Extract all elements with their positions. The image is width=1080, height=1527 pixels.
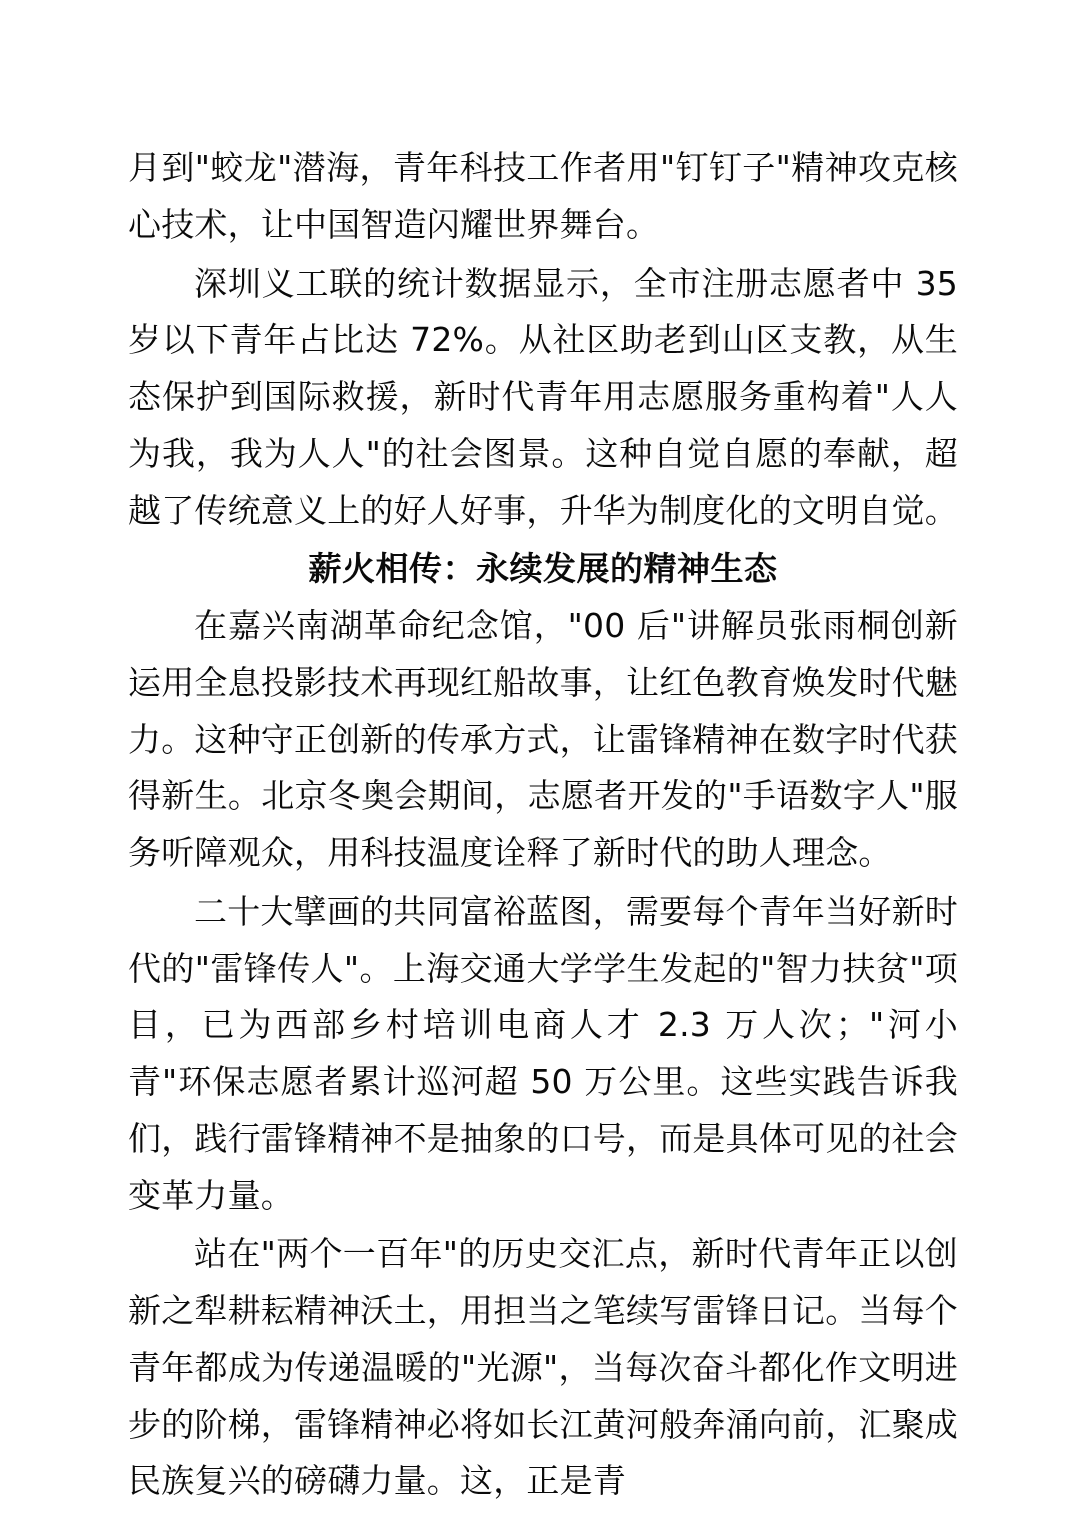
paragraph: 站在"两个一百年"的历史交汇点，新时代青年正以创新之犁耕耘精神沃土，用担当之笔续写雷锋日记。当每个青年都成为传递温暖的"光源"，当每次奋斗都化作文明进步的阶梯，雷锋精神必将如长江黄河般奔涌向前，汇聚成民族复兴的磅礴力量。这，正是青 [128, 1234, 958, 1501]
paragraph: 在嘉兴南湖革命纪念馆，"00 后"讲解员张雨桐创新运用全息投影技术再现红船故事，让红色教育焕发时代魅力。这种守正创新的传承方式，让雷锋精神在数字时代获得新生。北京冬奥会期间，志愿者开发的"手语数字人"服务听障观众，用科技温度诠释了新时代的助人理念。 [128, 606, 958, 872]
paragraph: 深圳义工联的统计数据显示，全市注册志愿者中 35 岁以下青年占比达 72%。从社区助老到山区支教，从生态保护到国际救援，新时代青年用志愿服务重构着"人人为我，我为人人"的社会图景。这种自觉自愿的奉献，超越了传统意义上的好人好事，升华为制度化的文明自觉。 [128, 263, 958, 530]
document-body [128, 140, 958, 1512]
section-heading: 薪火相传：永续发展的精神生态 [308, 549, 778, 589]
paragraph: 二十大擘画的共同富裕蓝图，需要每个青年当好新时代的"雷锋传人"。上海交通大学学生发起的"智力扶贫"项目，已为西部乡村培训电商人才 2.3 万人次；"河小青"环保志愿者累计巡河超 50 万公里。这些实践告诉我们，践行雷锋精神不是抽象的口号，而是具体可见的社会变革力量。 [128, 891, 958, 1215]
paragraph: 月到"蛟龙"潜海，青年科技工作者用"钉钉子"精神攻克核心技术，让中国智造闪耀世界舞台。 [128, 148, 958, 244]
